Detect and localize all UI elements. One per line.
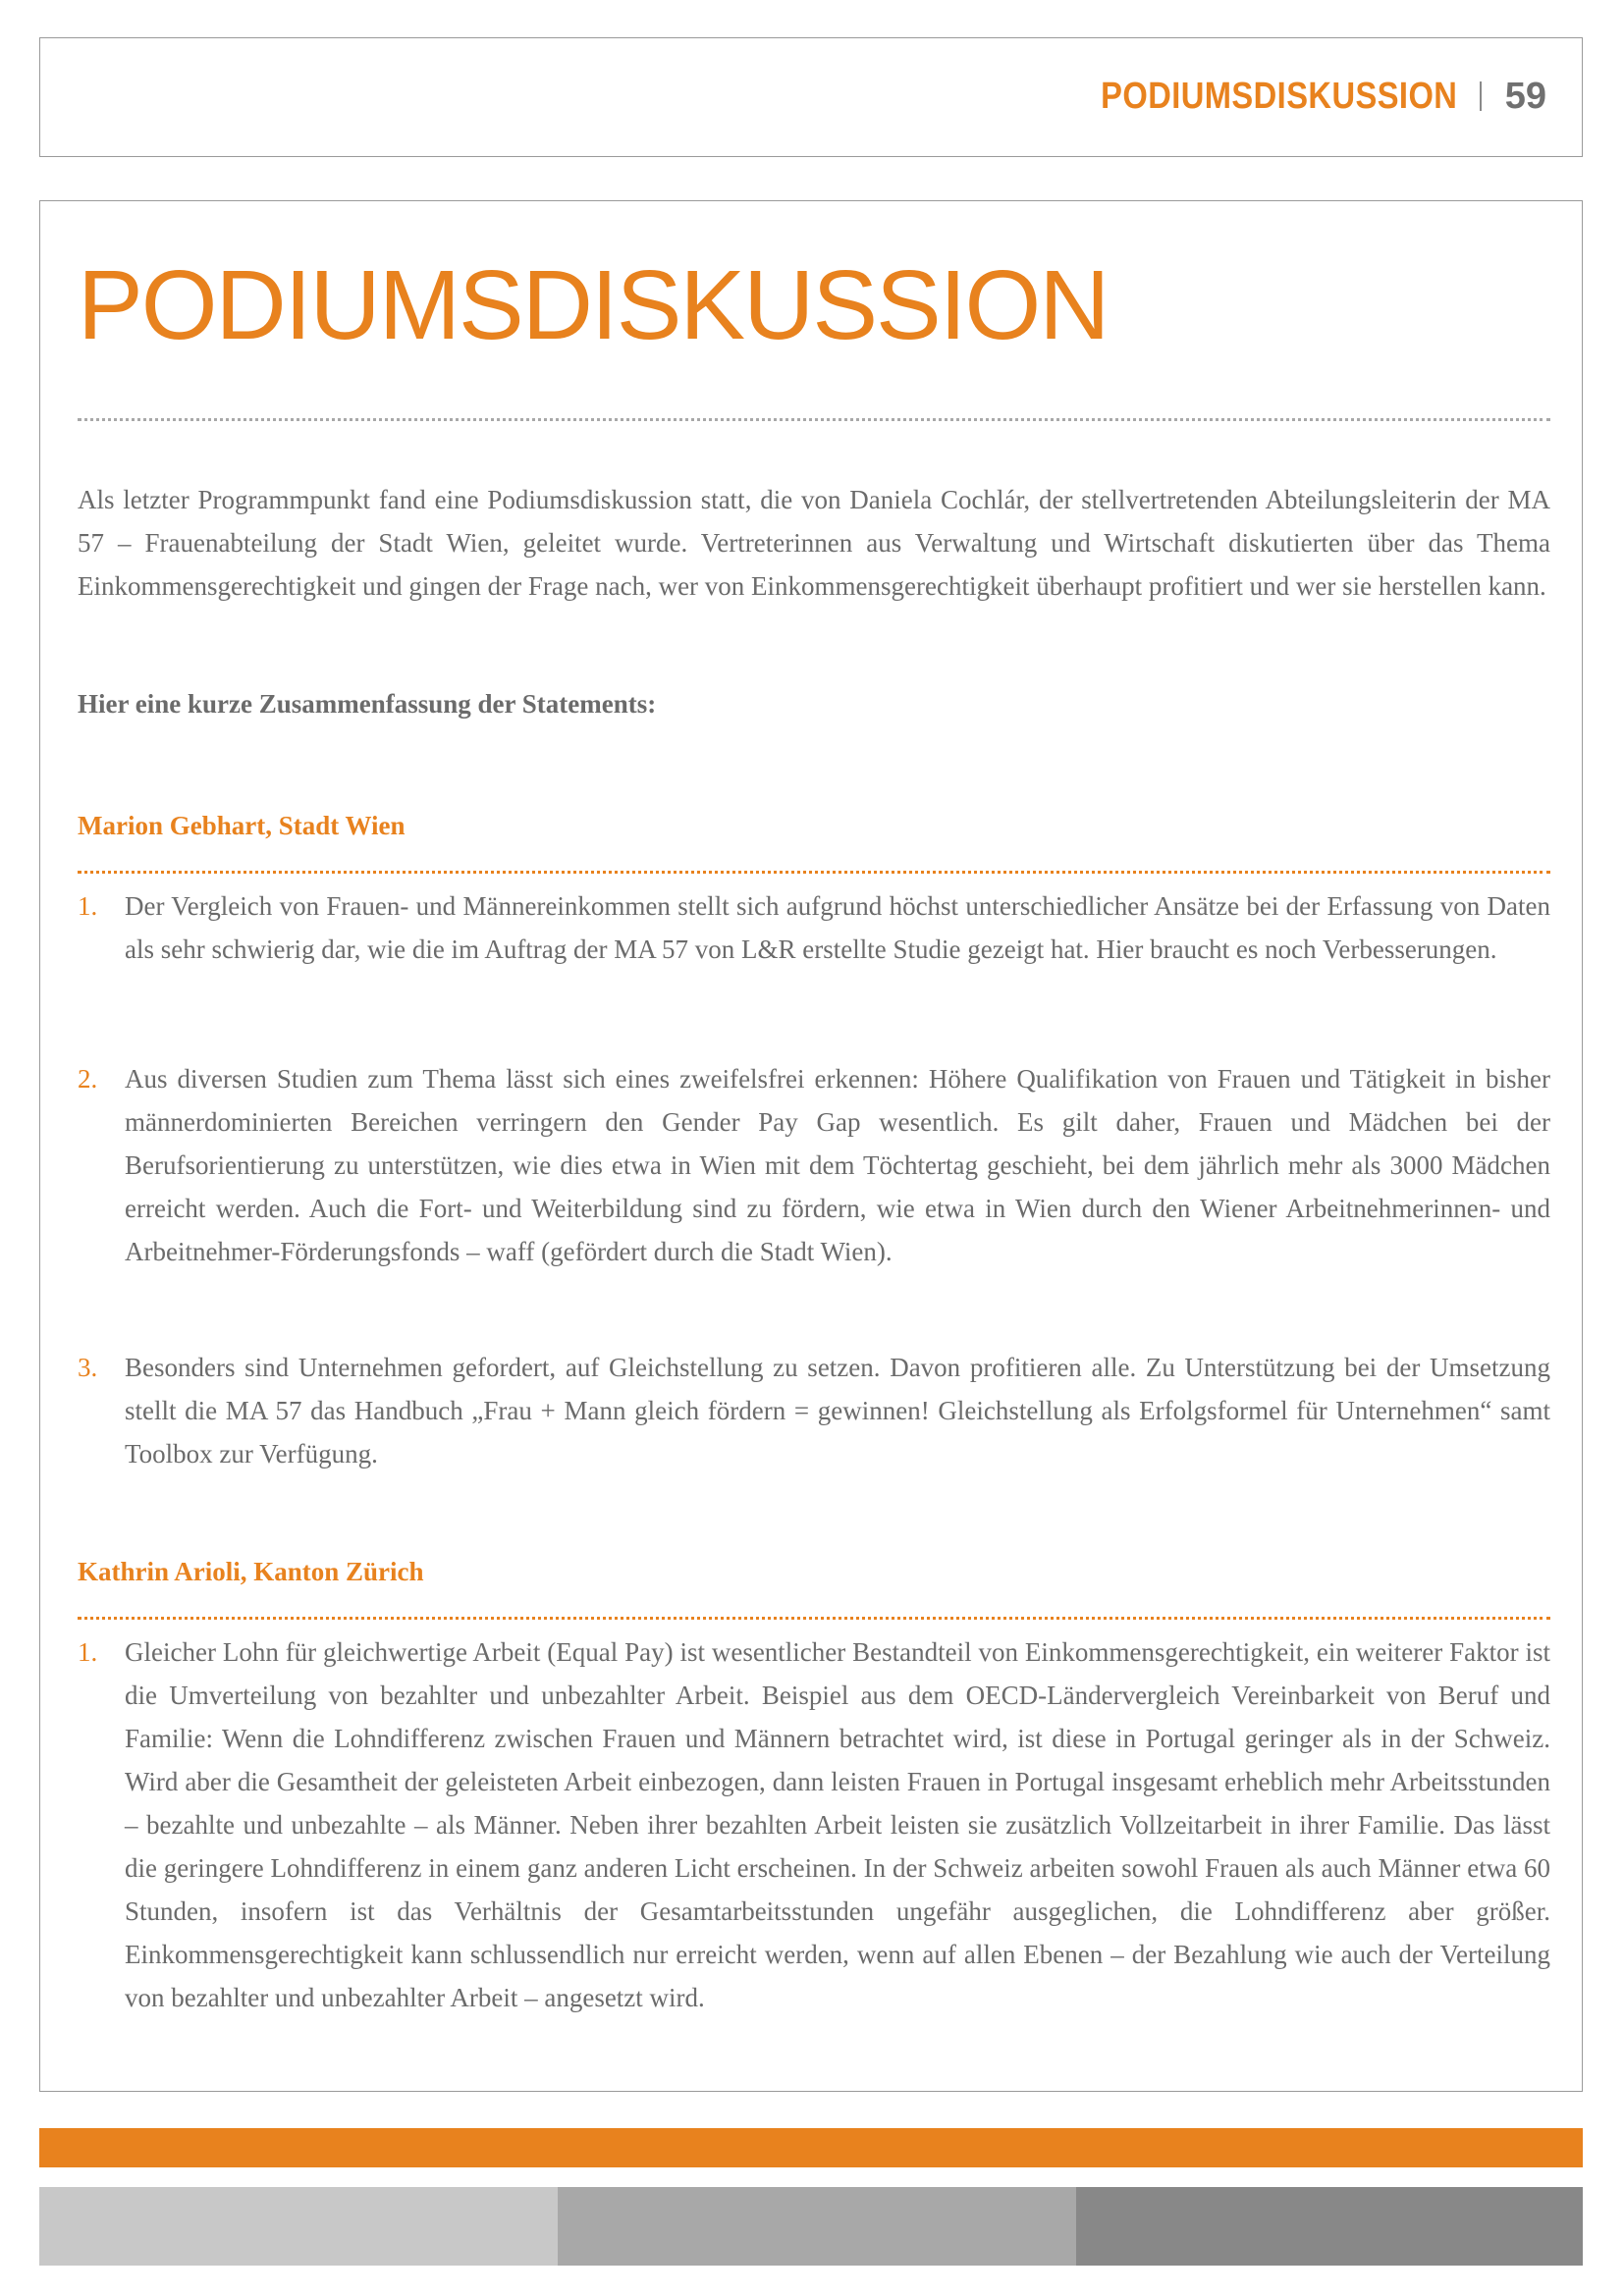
list-item-text: Aus diversen Studien zum Thema lässt sich eines zweifelsfrei erkennen: Höhere Qualifikation von Frauen und Tätigkeit in bisher männerdominierten Bereichen verringern den Gender Pay Gap wesentlich. Es gilt daher, Frauen und Mädchen bei der Berufsorientierung zu unterstützen, wie dies etwa in Wien mit dem Töchtertag geschieht, bei dem jährlich mehr als 3000 Mädchen erreicht werden. Auch die Fort- und Weiterbildung sind zu fördern, wie etwa in Wien durch den Wiener Arbeitnehmerinnen- und Arbeitnehmer-Förderungsfonds – waff (gefördert durch die Stadt Wien).: [125, 1064, 1550, 1266]
list-item-number: 1.: [78, 1637, 98, 1667]
list-item-text: Der Vergleich von Frauen- und Männereinkommen stellt sich aufgrund höchst unterschiedlicher Ansätze bei der Erfassung von Daten als sehr schwierig dar, wie die im Auftrag der MA 57 von L&R erstellte Studie gezeigt hat. Hier braucht es noch Verbesserungen.: [125, 891, 1550, 964]
footer-grey-bar-medium: [558, 2187, 1076, 2266]
speaker-divider: [78, 1617, 1550, 1620]
page-header: [39, 37, 1583, 157]
list-item-text: Besonders sind Unternehmen gefordert, auf Gleichstellung zu setzen. Davon profitieren alle. Zu Unterstützung bei der Umsetzung stellt die MA 57 das Handbuch „Frau + Mann gleich fördern = gewinnen! Gleichstellung als Erfolgsformel für Unternehmen“ samt Toolbox zur Verfügung.: [125, 1353, 1550, 1468]
content-box: [39, 200, 1583, 2092]
list-item: [78, 1346, 1550, 1475]
page-title: PODIUMSDISKUSSION: [78, 250, 1109, 360]
footer-orange-bar: [39, 2128, 1583, 2167]
header-inner: [1043, 78, 1546, 115]
list-item-number: 2.: [78, 1064, 98, 1094]
speaker-heading: Marion Gebhart, Stadt Wien: [78, 811, 406, 840]
header-section-title: PODIUMSDISKUSSION: [1101, 76, 1458, 117]
list-item-text: Gleicher Lohn für gleichwertige Arbeit (Equal Pay) ist wesentlicher Bestandteil von Einkommensgerechtigkeit, ein weiterer Faktor ist die Umverteilung von bezahlter und unbezahlter Arbeit. Beispiel aus dem OECD-Ländervergleich Vereinbarkeit von Beruf und Familie: Wenn die Lohndifferenz zwischen Frauen und Männern betrachtet wird, ist diese in Portugal geringer als in der Schweiz. Wird aber die Gesamtheit der geleisteten Arbeit einbezogen, dann leisten Frauen in Portugal insgesamt erheblich mehr Arbeitsstunden – bezahlte und unbezahlte – als Männer. Neben ihrer bezahlten Arbeit leisten sie zusätzlich Vollzeitarbeit in ihrer Familie. Das lässt die geringere Lohndifferenz in einem ganz anderen Licht erscheinen. In der Schweiz arbeiten sowohl Frauen als auch Männer etwa 60 Stunden, insofern ist das Verhältnis der Gesamtarbeitsstunden ungefähr ausgeglichen, die Lohndifferenz aber größer. Einkommensgerechtigkeit kann schlussendlich nur erreicht werden, wenn auf allen Ebenen – der Bezahlung wie auch der Verteilung von bezahlter und unbezahlter Arbeit – angesetzt wird.: [125, 1637, 1550, 2012]
summary-label: Hier eine kurze Zusammenfassung der Statements:: [78, 689, 657, 719]
title-divider: [78, 418, 1550, 421]
footer-grey-bar-dark: [1076, 2187, 1583, 2266]
header-divider: [1480, 81, 1482, 111]
speaker-divider: [78, 871, 1550, 874]
footer-grey-bar-light: [39, 2187, 558, 2266]
list-item-number: 1.: [78, 891, 98, 921]
list-item-number: 3.: [78, 1353, 98, 1382]
list-item: [78, 1630, 1550, 2019]
page-number: 59: [1504, 76, 1546, 117]
list-item: [78, 1057, 1550, 1273]
list-item: [78, 884, 1550, 971]
speaker-heading: Kathrin Arioli, Kanton Zürich: [78, 1557, 424, 1586]
intro-paragraph: Als letzter Programmpunkt fand eine Podiumsdiskussion statt, die von Daniela Cochlár, der stellvertretenden Abteilungsleiterin der MA 57 – Frauenabteilung der Stadt Wien, geleitet wurde. Vertreterinnen aus Verwaltung und Wirtschaft diskutierten über das Thema Einkommensgerechtigkeit und gingen der Frage nach, wer von Einkommensgerechtigkeit überhaupt profitiert und wer sie herstellen kann.: [78, 485, 1550, 601]
